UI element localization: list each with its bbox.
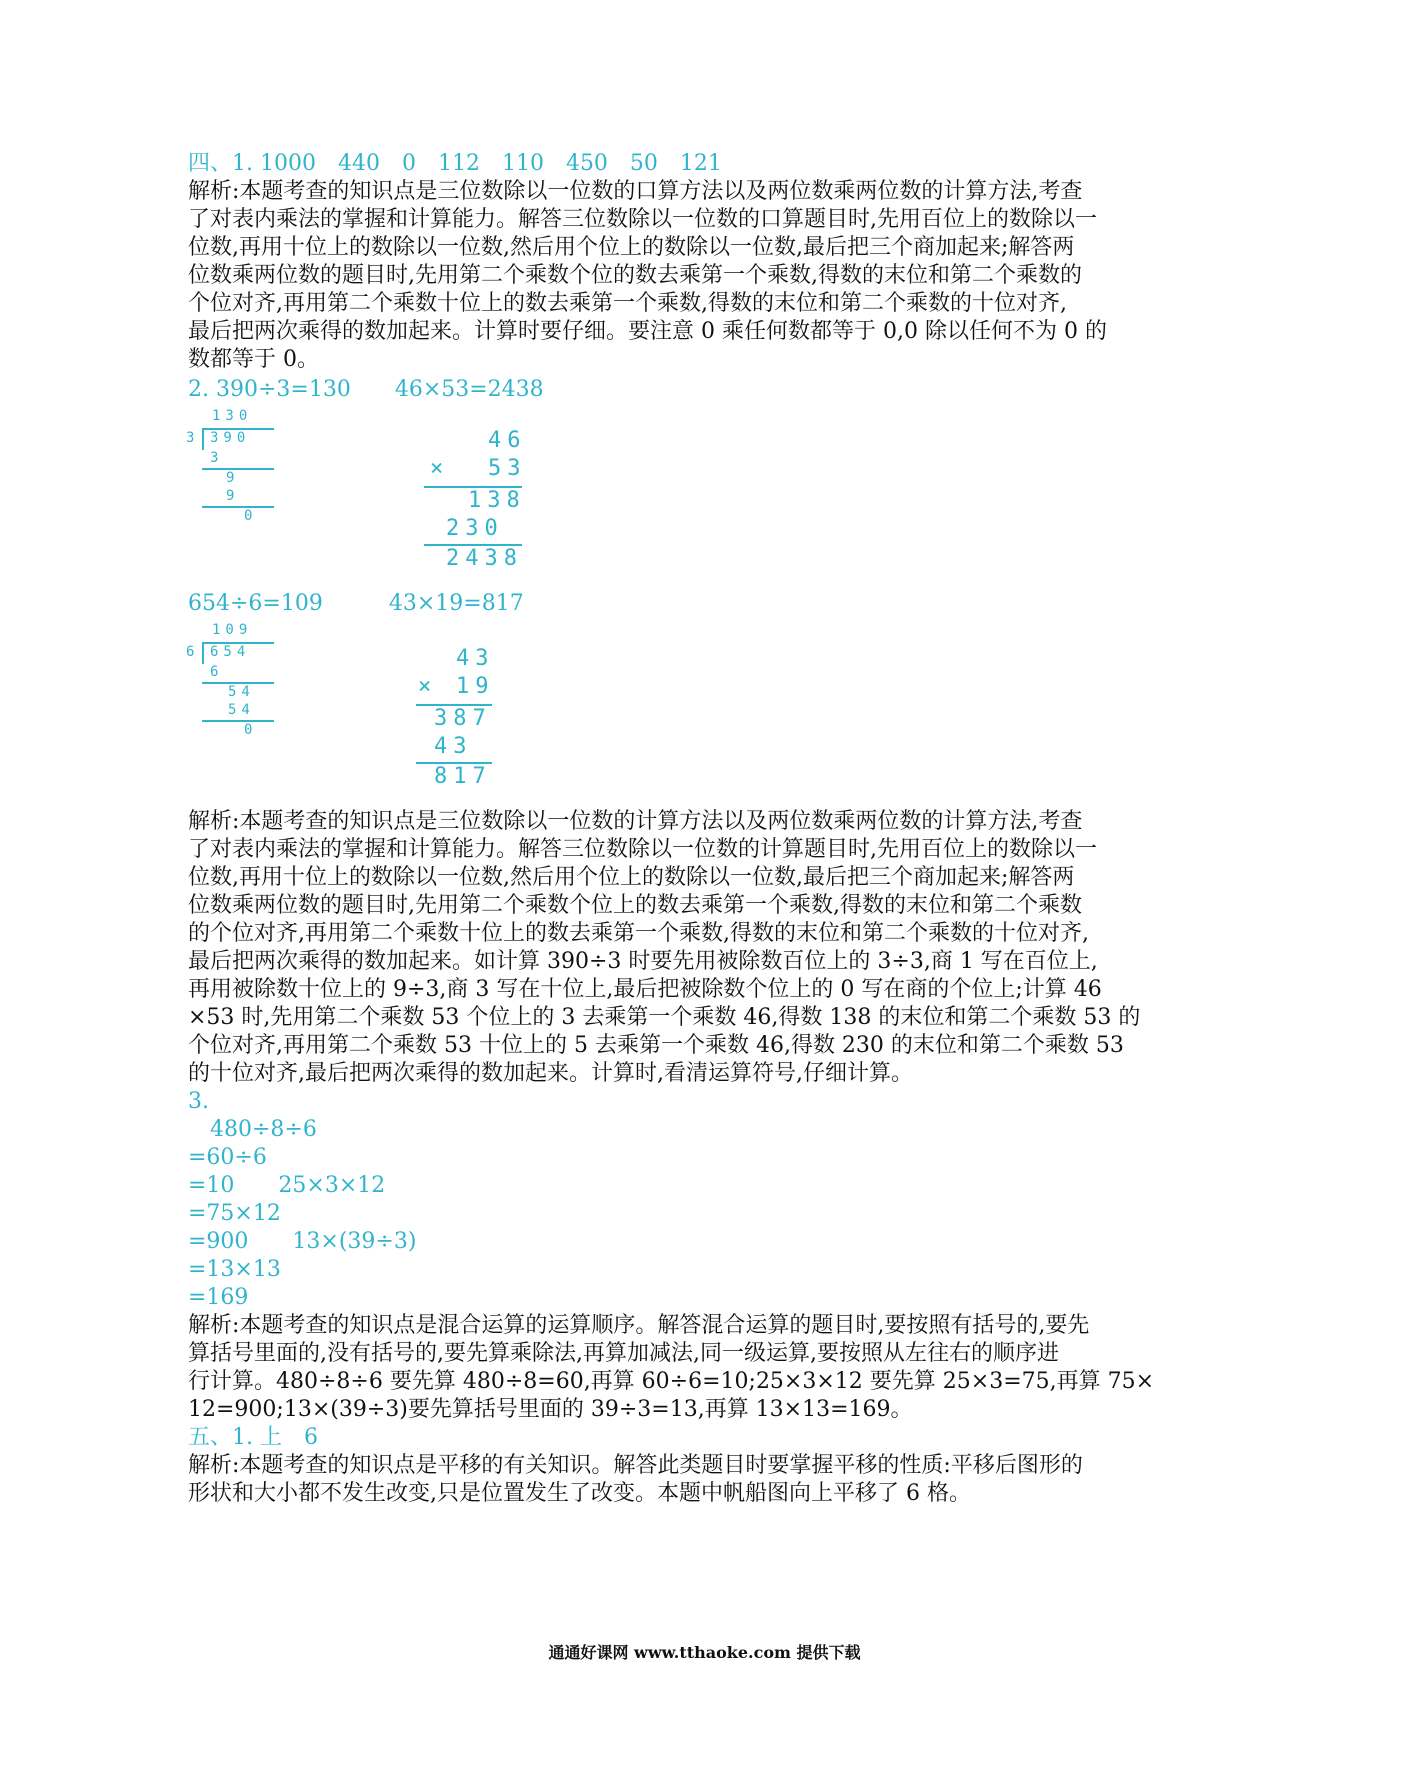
analysis-line: 12=900;13×(39÷3)要先算括号里面的 39÷3=13,再算 13×13=169。 <box>188 1397 913 1422</box>
analysis-line: 了对表内乘法的掌握和计算能力。解答三位数除以一位数的口算题目时,先用百位上的数除以一 <box>188 207 1097 232</box>
divisor: 3 <box>186 430 200 446</box>
analysis-line: 个位对齐,再用第二个乘数十位上的数去乘第一个乘数,得数的末位和第二个乘数的十位对齐, <box>188 291 1067 316</box>
long-division-654-by-6 <box>184 622 284 742</box>
multiplier: 19 <box>456 674 495 699</box>
calc-line: =13×13 <box>188 1257 281 1282</box>
calc-line: =75×12 <box>188 1201 281 1226</box>
analysis-line: 最后把两次乘得的数加起来。计算时要仔细。要注意 0 乘任何数都等于 0,0 除以任何不为 0 的 <box>188 319 1107 344</box>
page-footer: 通通好课网 www.tthaoke.com 提供下载 <box>548 1643 861 1662</box>
analysis-line: 算括号里面的,没有括号的,要先算乘除法,再算加减法,同一级运算,要按照从左往右的顺序进 <box>188 1341 1059 1366</box>
long-division-390-by-3 <box>184 408 284 528</box>
division-bracket <box>202 642 204 664</box>
analysis-line: 解析:本题考查的知识点是混合运算的运算顺序。解答混合运算的题目时,要按照有括号的,要先 <box>188 1313 1090 1338</box>
calc-line: 480÷8÷6 <box>188 1117 317 1142</box>
divisor: 6 <box>186 644 200 660</box>
quotient: 109 <box>212 622 253 638</box>
analysis-line: 的个位对齐,再用第二个乘数十位上的数去乘第一个乘数,得数的末位和第二个乘数的十位对齐, <box>188 921 1089 946</box>
vertical-multiplication-46x53 <box>420 428 540 578</box>
multiplicand: 46 <box>488 428 527 453</box>
step-line <box>202 720 274 722</box>
dividend: 654 <box>210 644 251 660</box>
division-bracket <box>202 428 204 450</box>
analysis-line: 解析:本题考查的知识点是三位数除以一位数的计算方法以及两位数乘两位数的计算方法,考查 <box>188 809 1083 834</box>
step-line <box>202 506 274 508</box>
analysis-line: 的十位对齐,最后把两次乘得的数加起来。计算时,看清运算符号,仔细计算。 <box>188 1061 913 1086</box>
product: 2438 <box>446 546 523 571</box>
partial-product: 387 <box>434 706 492 731</box>
step: 54 <box>228 702 255 718</box>
step: 0 <box>244 508 258 524</box>
step: 54 <box>228 684 255 700</box>
multiplicand: 43 <box>456 646 495 671</box>
analysis-line: 位数,再用十位上的数除以一位数,然后用个位上的数除以一位数,最后把三个商加起来;解答两 <box>188 865 1075 890</box>
step: 3 <box>210 450 224 466</box>
calc-line: 3. <box>188 1089 209 1114</box>
analysis-line: 行计算。480÷8÷6 要先算 480÷8=60,再算 60÷6=10;25×3×12 要先算 25×3=75,再算 75× <box>188 1369 1155 1394</box>
product: 817 <box>434 764 492 789</box>
answer-4-2-line2: 654÷6=109 43×19=817 <box>188 591 524 616</box>
step: 9 <box>226 470 240 486</box>
dividend: 390 <box>210 430 251 446</box>
calc-line: =900 13×(39÷3) <box>188 1229 417 1254</box>
quotient: 130 <box>212 408 253 424</box>
step: 9 <box>226 488 240 504</box>
multiplier: 53 <box>488 456 527 481</box>
calc-line: =10 25×3×12 <box>188 1173 386 1198</box>
calc-line: =169 <box>188 1285 249 1310</box>
analysis-line: 解析:本题考查的知识点是平移的有关知识。解答此类题目时要掌握平移的性质:平移后图形的 <box>188 1453 1083 1478</box>
analysis-line: ×53 时,先用第二个乘数 53 个位上的 3 去乘第一个乘数 46,得数 138 的末位和第二个乘数 53 的 <box>188 1005 1141 1030</box>
calc-line: =60÷6 <box>188 1145 267 1170</box>
partial-product: 230 <box>446 516 504 541</box>
answer-4-1: 四、1. 1000 440 0 112 110 450 50 121 <box>188 151 722 176</box>
times-sign: × <box>418 674 438 699</box>
step: 0 <box>244 722 258 738</box>
analysis-line: 了对表内乘法的掌握和计算能力。解答三位数除以一位数的计算题目时,先用百位上的数除以一 <box>188 837 1097 862</box>
analysis-line: 个位对齐,再用第二个乘数 53 十位上的 5 去乘第一个乘数 46,得数 230 的末位和第二个乘数 53 <box>188 1033 1124 1058</box>
partial-product: 43 <box>434 734 473 759</box>
analysis-line: 再用被除数十位上的 9÷3,商 3 写在十位上,最后把被除数个位上的 0 写在商的个位上;计算 46 <box>188 977 1102 1002</box>
answer-4-2-line1: 2. 390÷3=130 46×53=2438 <box>188 377 544 402</box>
times-sign: × <box>430 456 450 481</box>
partial-product: 138 <box>468 488 526 513</box>
analysis-line: 数都等于 0。 <box>188 347 319 372</box>
step: 6 <box>210 664 224 680</box>
analysis-line: 位数乘两位数的题目时,先用第二个乘数个位上的数去乘第一个乘数,得数的末位和第二个乘数 <box>188 893 1082 918</box>
answer-5-1: 五、1. 上 6 <box>188 1425 318 1450</box>
analysis-line: 解析:本题考查的知识点是三位数除以一位数的口算方法以及两位数乘两位数的计算方法,考查 <box>188 179 1083 204</box>
analysis-line: 位数,再用十位上的数除以一位数,然后用个位上的数除以一位数,最后把三个商加起来;解答两 <box>188 235 1075 260</box>
analysis-line: 位数乘两位数的题目时,先用第二个乘数个位的数去乘第一个乘数,得数的末位和第二个乘数的 <box>188 263 1082 288</box>
analysis-line: 最后把两次乘得的数加起来。如计算 390÷3 时要先用被除数百位上的 3÷3,商 1 写在百位上, <box>188 949 1098 974</box>
vertical-multiplication-43x19 <box>412 646 522 796</box>
analysis-line: 形状和大小都不发生改变,只是位置发生了改变。本题中帆船图向上平移了 6 格。 <box>188 1481 971 1506</box>
